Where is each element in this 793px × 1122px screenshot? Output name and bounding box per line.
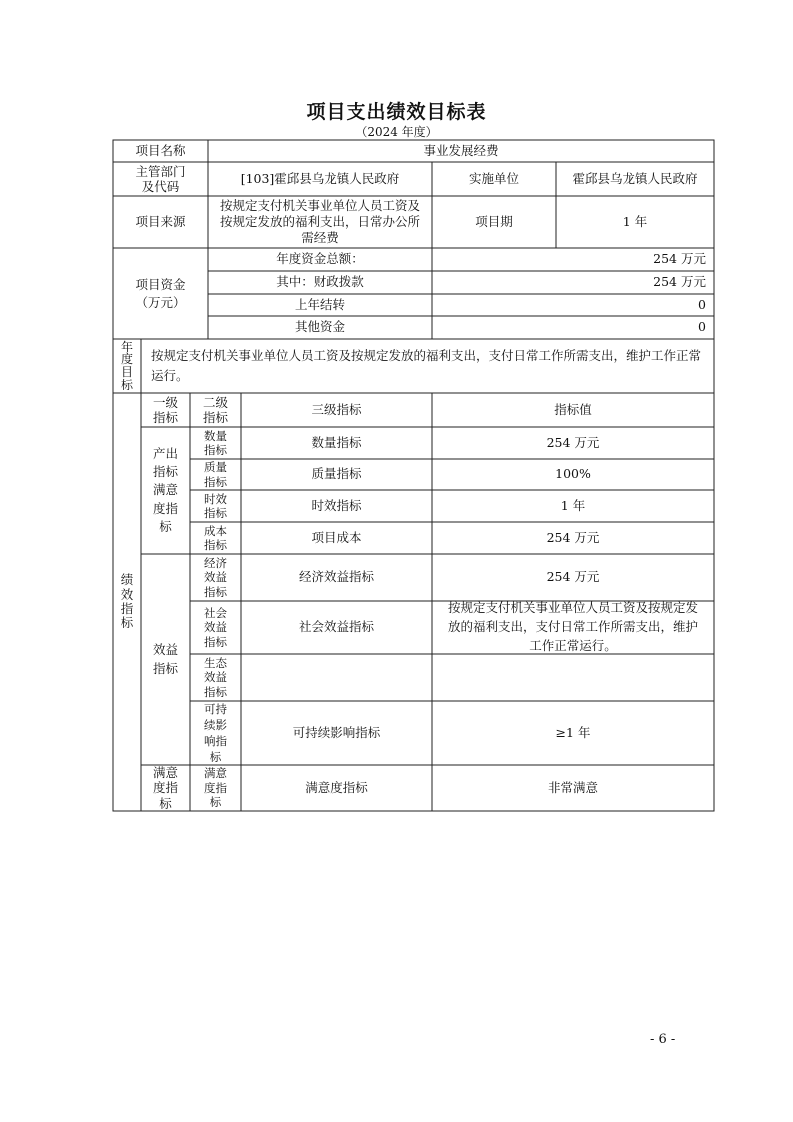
period-value: 1 年 <box>622 213 648 229</box>
project-name-value: 事业发展经费 <box>423 142 499 158</box>
table-row-level3: 数量指标 <box>311 434 362 450</box>
header-level3: 三级指标 <box>311 401 362 417</box>
annual-goal-label: 年度目标 <box>120 339 133 392</box>
table-row-level2: 质量指标 <box>204 460 227 489</box>
table-row-level2: 满意度指标 <box>204 766 227 810</box>
satisfaction-indicator-label: 满意度指标 <box>152 764 178 811</box>
header-level1: 一级指标 <box>152 395 178 425</box>
header-value: 指标值 <box>554 401 592 417</box>
header-level2: 二级指标 <box>202 395 228 425</box>
table-row-level3: 可持续影响指标 <box>292 724 381 740</box>
page-subtitle: （2024 年度） <box>355 125 438 139</box>
annual-goal-label-cell <box>113 339 141 393</box>
period-label: 项目期 <box>475 213 513 229</box>
dept-value: [103]霍邱县乌龙镇人民政府 <box>240 170 400 186</box>
source-label: 项目来源 <box>135 213 186 229</box>
page-number: - 6 - <box>650 1032 676 1047</box>
table-row-value: 非常满意 <box>547 779 598 795</box>
funds-fiscal-label: 其中：财政拨款 <box>276 274 364 290</box>
source-value: 按规定支付机关事业单位人员工资及按规定发放的福利支出，日常办公所需经费 <box>219 197 420 246</box>
table-row-value: 1 年 <box>560 497 586 513</box>
table-row-level2: 时效指标 <box>204 491 227 520</box>
dept-label: 主管部门及代码 <box>135 164 186 194</box>
benefit-indicator-label: 效益指标 <box>152 642 178 676</box>
table-row-level2: 数量指标 <box>204 428 227 457</box>
table-row-level2: 生态效益指标 <box>204 655 227 699</box>
impl-label: 实施单位 <box>468 170 519 186</box>
table-row-level3: 项目成本 <box>311 529 362 545</box>
impl-value: 霍邱县乌龙镇人民政府 <box>572 170 698 186</box>
funds-total-value: 254 万元 <box>653 251 706 267</box>
table-row-value: 254 万元 <box>546 569 600 585</box>
project-name-label: 项目名称 <box>135 142 186 158</box>
annual-goal-text: 按规定支付机关事业单位人员工资及按规定发放的福利支出，支付日常工作所需支出，维护工作正常运行。 <box>151 348 702 383</box>
funds-fiscal-value: 254 万元 <box>653 274 706 290</box>
table-row-level3: 时效指标 <box>311 497 362 513</box>
table-row-level2: 社会效益指标 <box>204 605 227 649</box>
table-row-level2: 经济效益指标 <box>204 555 227 599</box>
funds-label: 项目资金（万元） <box>135 277 186 310</box>
output-indicator-label: 产出指标满意度指标 <box>152 446 178 534</box>
table-row-value: 254 万元 <box>546 529 600 545</box>
table-row-level2: 可持续影响指标 <box>204 701 227 765</box>
perf-indicator-label-cell <box>113 393 141 811</box>
funds-carryover-label: 上年结转 <box>294 296 345 312</box>
table-row-value: ≥1 年 <box>555 724 591 740</box>
funds-other-value: 0 <box>698 319 706 335</box>
table-row-value: 254 万元 <box>546 434 600 450</box>
table-row-value <box>432 654 714 701</box>
funds-other-label: 其他资金 <box>294 319 345 335</box>
table-row-level2: 成本指标 <box>204 523 227 552</box>
table-row-level3: 社会效益指标 <box>298 619 374 635</box>
table-row-value: 100% <box>555 466 591 482</box>
table-row-level3 <box>241 654 432 701</box>
table-row-level3: 经济效益指标 <box>298 569 374 585</box>
perf-indicator-label: 绩效指标 <box>120 572 134 631</box>
funds-total-label: 年度资金总额： <box>276 251 364 267</box>
funds-carryover-value: 0 <box>698 296 706 312</box>
table-row-level3: 满意度指标 <box>305 779 368 795</box>
table-row-value: 按规定支付机关事业单位人员工资及按规定发放的福利支出，支付日常工作所需支出，维护工作正常运行。 <box>447 600 698 653</box>
page-title: 项目支出绩效目标表 <box>306 101 487 123</box>
table-row-level3: 质量指标 <box>311 466 362 482</box>
